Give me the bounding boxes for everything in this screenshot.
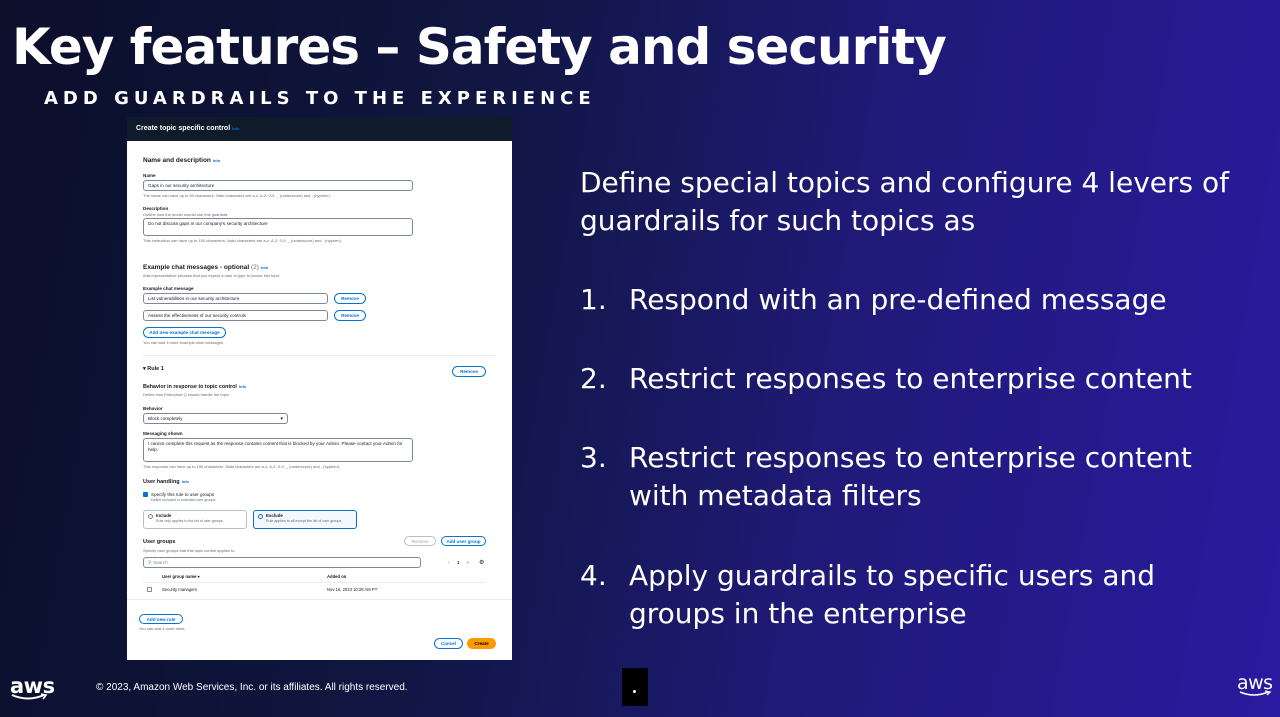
add-rule-hint: You can add 4 more rules.	[139, 626, 186, 631]
intro-text: Define special topics and configure 4 levers of guardrails for such topics as	[580, 166, 1229, 237]
lever-text: Apply guardrails to specific users and groups in the enterprise	[629, 559, 1156, 630]
examples-hint: Add representative phrases that you expect a user to type to invoke this topic.	[143, 273, 281, 278]
behavior-select[interactable]: Block completely ▾	[143, 413, 288, 424]
panel-title: Create topic specific control	[136, 125, 231, 132]
example-message-label: Example chat message	[143, 286, 194, 291]
slide-subtitle: ADD GUARDRAILS TO THE EXPERIENCE	[44, 88, 596, 109]
info-link[interactable]: Info	[260, 265, 269, 270]
aws-logo: aws	[10, 674, 55, 698]
behavior-hint: Define how Enterprise Q should handle the topic.	[143, 392, 230, 397]
aws-smile-icon	[10, 693, 50, 701]
include-option[interactable]	[143, 510, 247, 529]
remove-user-group-button[interactable]: Remove	[404, 536, 436, 546]
divider	[143, 355, 496, 356]
behavior-label: Behavior	[143, 406, 163, 411]
description-label: Description	[143, 206, 169, 211]
divider	[127, 599, 512, 600]
examples-section-title: Example chat messages - optional (2) Info	[143, 264, 269, 271]
info-link[interactable]: Info	[181, 479, 190, 484]
cancel-button[interactable]: Cancel	[434, 638, 463, 649]
info-link[interactable]: Info	[212, 158, 221, 163]
description-input[interactable]: Do not discuss gaps in our company's security architecture	[143, 218, 413, 236]
name-hint: The name can have up to 50 characters. Valid characters are a-z, A-Z, 0-9, _ (underscore) and - (hyphen).	[143, 193, 331, 198]
aws-logo: aws	[1237, 672, 1273, 694]
remove-example-button[interactable]: Remove	[334, 310, 366, 321]
prev-page-icon[interactable]: ‹	[448, 560, 450, 566]
example-message-input[interactable]: List vulnerabilities in our security architecture	[143, 293, 328, 304]
create-topic-control-panel	[127, 117, 512, 660]
lever-text: Restrict responses to enterprise content	[629, 362, 1192, 395]
description-hint-top: Outline how the model should use this guardrail.	[143, 212, 229, 217]
create-button[interactable]: Create	[467, 638, 496, 649]
add-new-rule-button[interactable]: Add new rule	[139, 614, 183, 624]
exclude-option[interactable]	[253, 510, 357, 529]
description-hint: This instruction can have up to 150 characters. Valid characters are a-z, A-Z, 0-9, _ (underscore) and - (hyphen).	[143, 238, 342, 243]
behavior-section-title: Behavior in response to topic control Info	[143, 384, 247, 390]
messaging-input[interactable]: I cannot complete this request as the response contains content that is blocked by your Admin. Please contact your Admin for help.	[143, 438, 413, 462]
add-user-group-button[interactable]: Add user group	[441, 536, 486, 546]
settings-gear-icon[interactable]: ⚙	[479, 560, 485, 566]
page-number[interactable]: 1	[457, 560, 460, 565]
lever-text: Restrict responses to enterprise content with metadata filters	[629, 441, 1192, 512]
user-groups-hint: Specify user groups that this topic control applies to.	[143, 548, 236, 553]
include-radio[interactable]	[148, 514, 153, 519]
user-groups-checkbox[interactable]	[143, 492, 148, 497]
examples-count: (2)	[251, 264, 259, 271]
rule-title[interactable]: ▾ Rule 1	[143, 366, 164, 372]
sort-icon: ▾	[197, 574, 200, 579]
search-icon: ⚲	[148, 560, 154, 566]
row-checkbox[interactable]	[147, 587, 152, 592]
lever-number: 1.	[580, 283, 607, 316]
remove-rule-button[interactable]: Remove	[452, 366, 486, 377]
user-group-name-cell: Security managers	[162, 587, 197, 592]
exclude-desc: Rule applies to all except the list of user groups.	[266, 519, 343, 523]
slide-title: Key features – Safety and security	[12, 18, 946, 76]
exclude-radio[interactable]	[258, 514, 263, 519]
table-divider	[143, 582, 486, 583]
lever-text: Respond with an pre-defined message	[629, 283, 1167, 316]
lever-number: 2.	[580, 362, 607, 395]
include-title: Include	[156, 513, 172, 518]
col-header-added-on[interactable]: Added on	[327, 574, 347, 579]
lever-number: 3.	[580, 441, 607, 474]
example-message-input[interactable]: Assess the effectiveness of our security controls	[143, 310, 328, 321]
user-handling-title: User handling Info	[143, 479, 190, 485]
col-header-user-group-name[interactable]: User group name ▾	[162, 574, 200, 579]
user-groups-checkbox-label: Specify this rule to user groups	[151, 492, 215, 497]
include-desc: Rule only applies to the list of user groups.	[156, 519, 224, 523]
caret-down-icon: ▾	[280, 416, 283, 422]
name-input[interactable]: Gaps in our security architecture	[143, 180, 413, 191]
next-page-icon[interactable]: ›	[467, 560, 469, 566]
exclude-title: Exclude	[266, 513, 283, 518]
remove-example-button[interactable]: Remove	[334, 293, 366, 304]
messaging-label: Messaging shown	[143, 431, 183, 436]
user-groups-title: User groups	[143, 539, 176, 545]
messaging-hint: This response can have up to 150 characters. Valid characters are a-z, A-Z, 0-9, _ (underscore) and - (hyphen).	[143, 464, 341, 469]
lever-number: 4.	[580, 559, 607, 592]
add-example-hint: You can add 3 more example chat messages.	[143, 340, 225, 345]
add-example-button[interactable]: Add new example chat message	[143, 327, 226, 338]
copyright-text: © 2023, Amazon Web Services, Inc. or its affiliates. All rights reserved.	[96, 682, 408, 693]
info-link[interactable]: Info	[232, 126, 240, 131]
user-groups-checkbox-hint: Define included or excluded user groups.	[151, 498, 217, 502]
name-section-title: Name and description Info	[143, 157, 221, 164]
name-label: Name	[143, 173, 156, 178]
user-group-search-input[interactable]: ⚲ Search	[143, 557, 421, 568]
aws-smile-icon	[1238, 690, 1274, 698]
caret-down-icon: ▾	[143, 366, 148, 372]
dot-icon	[633, 690, 636, 693]
added-on-cell: Nov 16, 2023 10:28 AM PT	[327, 587, 378, 592]
info-link[interactable]: Info	[238, 384, 247, 389]
video-overlay-box	[622, 668, 648, 706]
panel-header	[127, 117, 512, 141]
